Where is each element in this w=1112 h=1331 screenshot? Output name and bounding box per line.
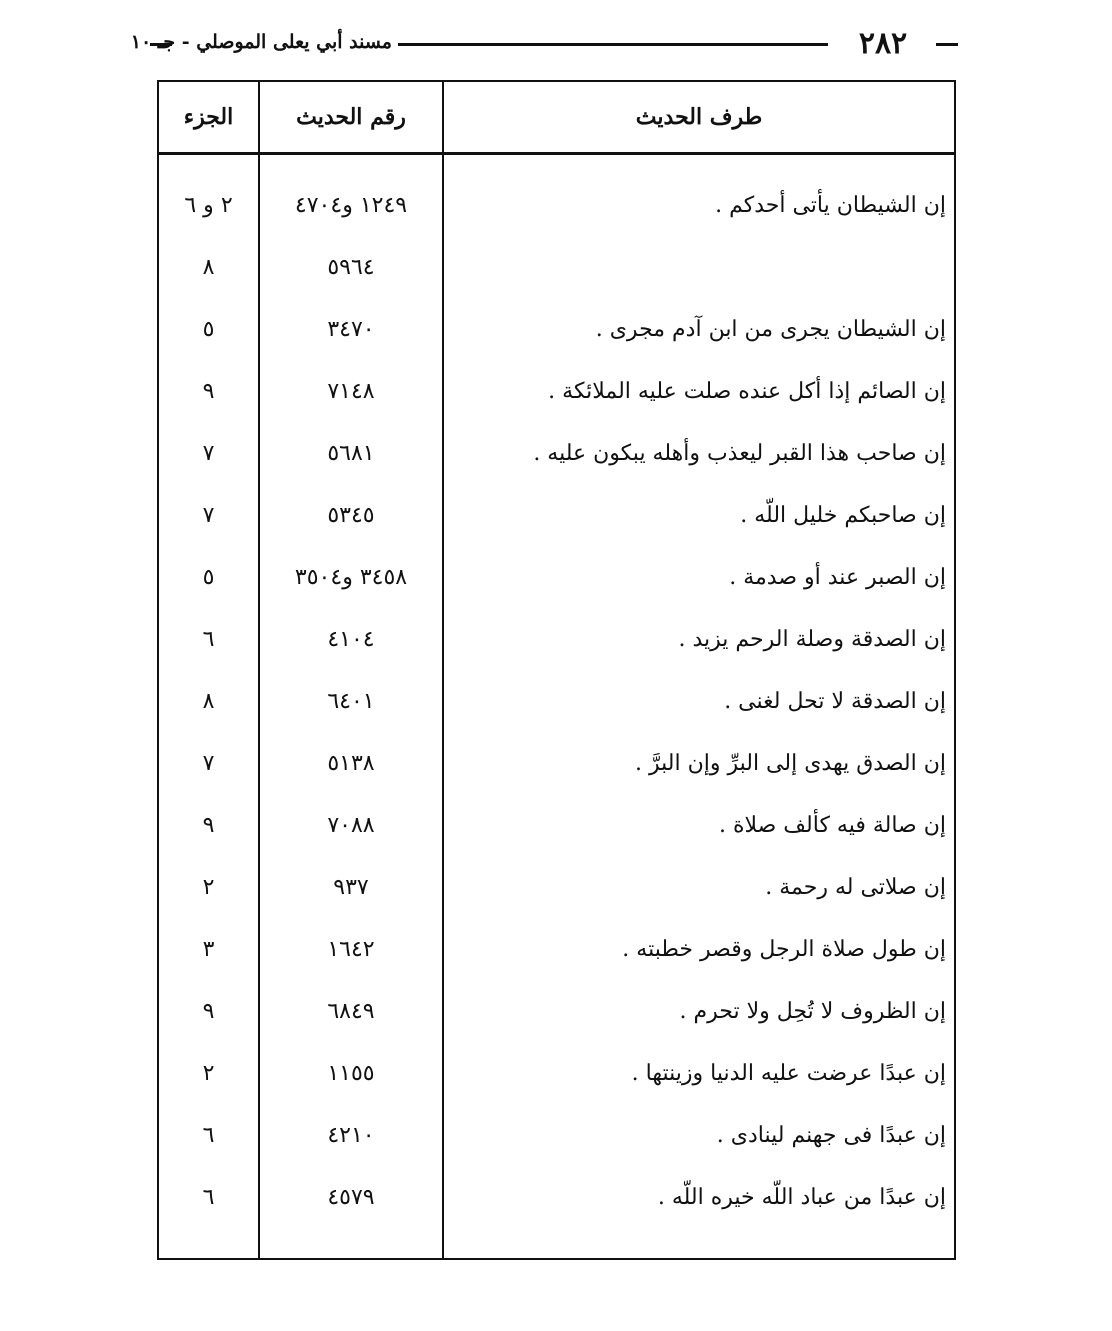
volume-cell: ٧ [202, 751, 215, 776]
column-header-hadith-number: رقم الحديث [296, 104, 406, 130]
table-row [159, 795, 954, 857]
hadith-opening-cell [444, 237, 946, 299]
hadith-opening-cell: إن الصدقة لا تحل لغنى . [724, 689, 946, 714]
volume-cell: ٩ [202, 999, 215, 1024]
table-row [159, 733, 954, 795]
hadith-number-cell: ٣٤٥٨ و٣٥٠٤ [294, 565, 408, 590]
table-row [159, 237, 954, 299]
column-header-volume: الجزء [183, 104, 234, 130]
hadith-number-cell: ١٦٤٢ [327, 937, 375, 962]
page-number: ٢٨٢ [858, 26, 908, 61]
volume-cell: ٥ [202, 565, 215, 590]
table-row [159, 1105, 954, 1167]
table-row [159, 981, 954, 1043]
hadith-number-cell: ٧٠٨٨ [327, 813, 375, 838]
hadith-opening-cell: إن طول صلاة الرجل وقصر خطبته . [622, 937, 946, 962]
table-row [159, 485, 954, 547]
hadith-opening-cell: إن الظروف لا تُحِل ولا تحرم . [679, 999, 946, 1024]
volume-cell: ٢ [202, 875, 215, 900]
volume-cell: ٣ [202, 937, 215, 962]
hadith-number-cell: ٥١٣٨ [327, 751, 375, 776]
hadith-number-cell: ٩٣٧ [333, 875, 369, 900]
hadith-number-cell: ٥٣٤٥ [327, 503, 375, 528]
volume-cell: ٧ [202, 441, 215, 466]
running-header [130, 26, 958, 62]
header-rule-right [936, 43, 958, 46]
hadith-opening-cell: إن الشيطان يجرى من ابن آدم مجرى . [595, 317, 946, 342]
hadith-opening-cell: إن عبدًا فى جهنم لينادى . [716, 1123, 946, 1148]
running-title: مسند أبي يعلى الموصلي - جـ ١٠ [130, 31, 392, 53]
table-row [159, 423, 954, 485]
table-body [159, 175, 954, 1229]
table-row [159, 671, 954, 733]
table-row [159, 857, 954, 919]
hadith-opening-cell: إن عبدًا عرضت عليه الدنيا وزينتها . [631, 1061, 946, 1086]
hadith-opening-cell: إن صلاتى له رحمة . [765, 875, 946, 900]
table-row [159, 361, 954, 423]
hadith-number-cell: ٣٤٧٠ [327, 317, 375, 342]
hadith-index-table [157, 80, 956, 1260]
hadith-opening-cell: إن الصدق يهدى إلى البرِّ وإن البرَّ . [635, 751, 946, 776]
hadith-number-cell: ٤٢١٠ [327, 1123, 375, 1148]
hadith-number-cell: ١٢٤٩ و٤٧٠٤ [294, 193, 408, 218]
hadith-opening-cell: إن عبدًا من عباد اللّه خيره اللّه . [657, 1185, 946, 1210]
hadith-opening-cell: إن صالة فيه كألف صلاة . [718, 813, 946, 838]
volume-cell: ٢ و ٦ [184, 193, 233, 218]
header-rule-middle [398, 43, 828, 46]
hadith-number-cell: ٤٥٧٩ [327, 1185, 375, 1210]
hadith-number-cell: ٦٨٤٩ [327, 999, 375, 1024]
hadith-opening-cell: إن صاحب هذا القبر ليعذب وأهله يبكون عليه . [533, 441, 946, 466]
table-row [159, 175, 954, 237]
volume-cell: ٧ [202, 503, 215, 528]
volume-cell: ٢ [202, 1061, 215, 1086]
table-row [159, 1043, 954, 1105]
column-header-hadith-opening: طرف الحديث [635, 104, 763, 130]
table-header-row [159, 82, 954, 155]
table-row [159, 919, 954, 981]
hadith-opening-cell: إن الصائم إذا أكل عنده صلت عليه الملائكة . [548, 379, 946, 404]
hadith-opening-cell: إن الشيطان يأتى أحدكم . [715, 193, 946, 218]
volume-cell: ٥ [202, 317, 215, 342]
volume-cell: ٦ [202, 1185, 215, 1210]
hadith-opening-cell: إن الصبر عند أو صدمة . [729, 565, 946, 590]
table-row [159, 547, 954, 609]
hadith-number-cell: ٥٦٨١ [327, 441, 375, 466]
hadith-number-cell: ٤١٠٤ [327, 627, 375, 652]
table-row [159, 609, 954, 671]
hadith-opening-cell: إن الصدقة وصلة الرحم يزيد . [678, 627, 946, 652]
volume-cell: ٦ [202, 627, 215, 652]
hadith-number-cell: ٦٤٠١ [327, 689, 375, 714]
hadith-opening-cell: إن صاحبكم خليل اللّه . [740, 503, 946, 528]
hadith-number-cell: ٧١٤٨ [327, 379, 375, 404]
volume-cell: ٨ [202, 689, 215, 714]
hadith-number-cell: ١١٥٥ [327, 1061, 375, 1086]
volume-cell: ٩ [202, 813, 215, 838]
volume-cell: ٨ [202, 255, 215, 280]
volume-cell: ٩ [202, 379, 215, 404]
volume-cell: ٦ [202, 1123, 215, 1148]
table-row [159, 299, 954, 361]
hadith-number-cell: ٥٩٦٤ [327, 255, 375, 280]
table-row [159, 1167, 954, 1229]
